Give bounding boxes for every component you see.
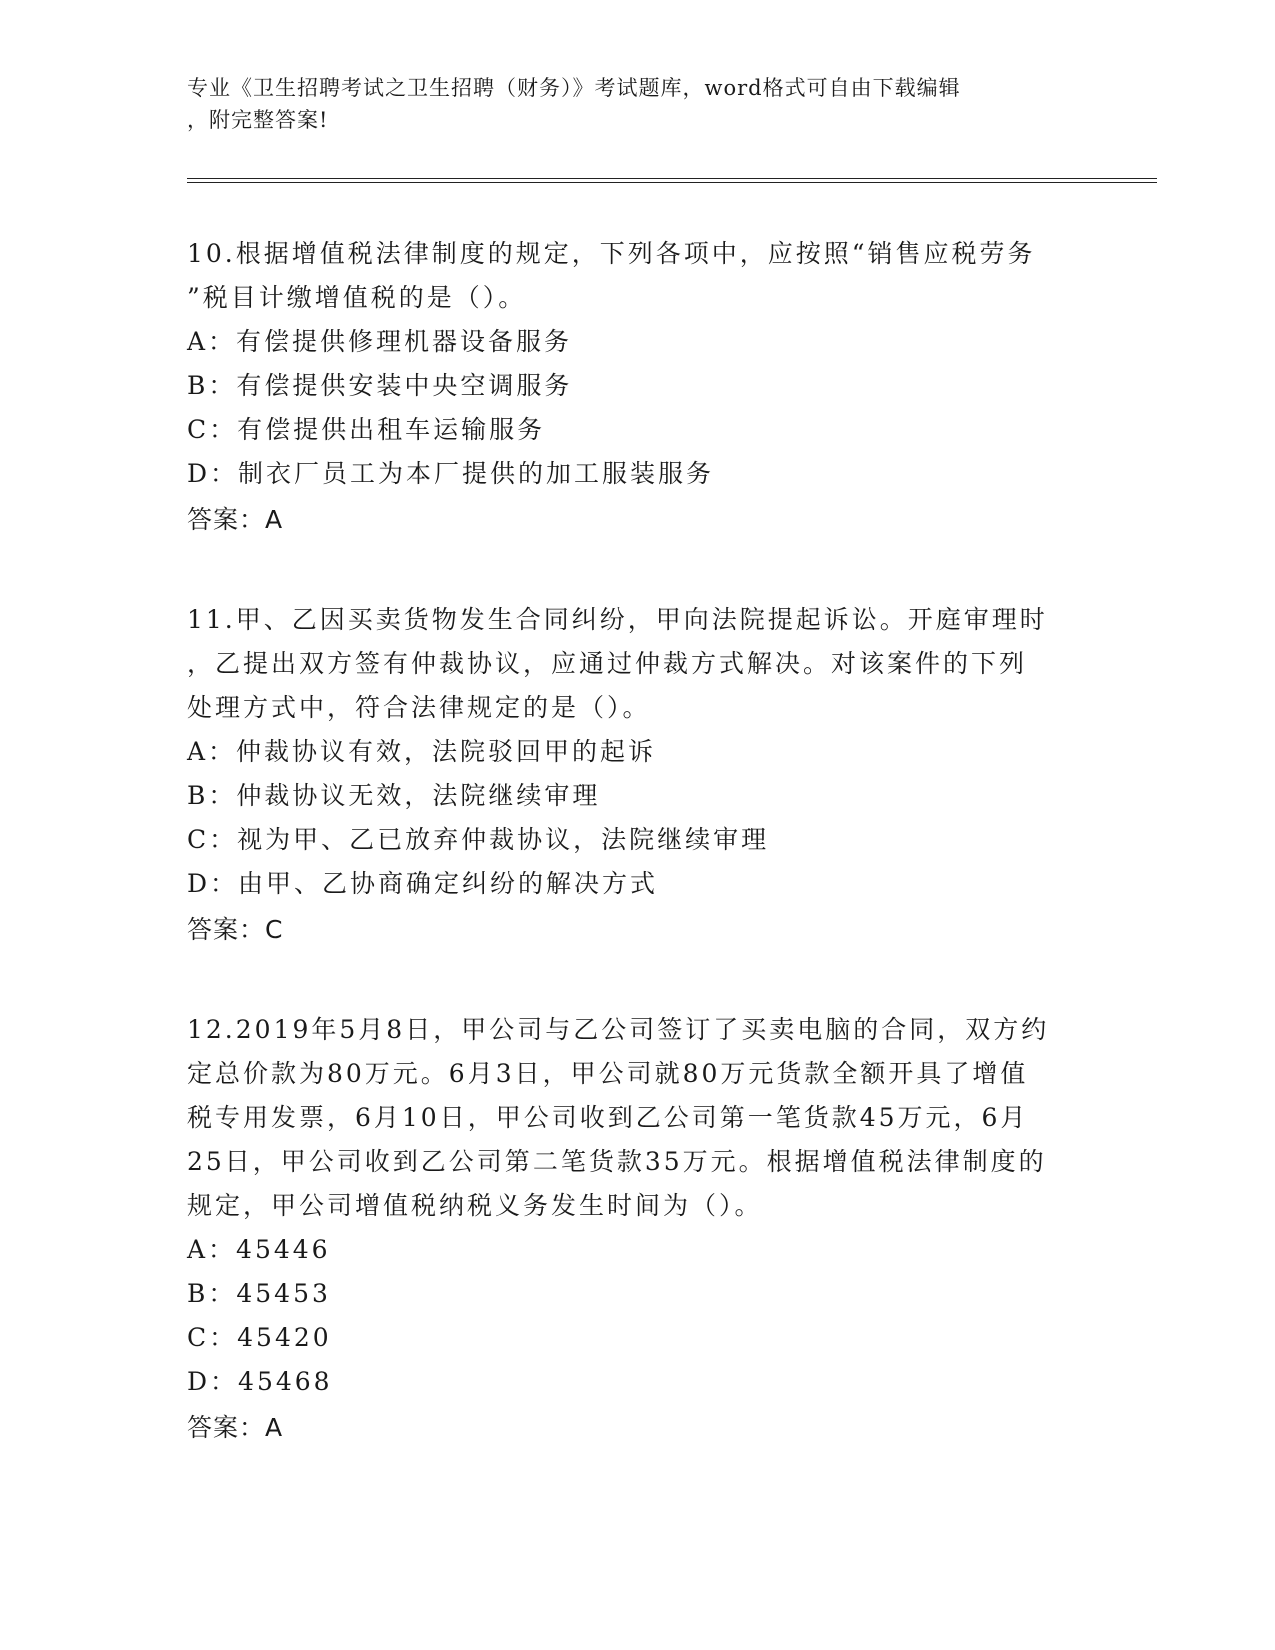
- answer: 答案：A: [187, 505, 284, 534]
- question-stem-line: 11.甲、乙因买卖货物发生合同纠纷，甲向法院提起诉讼。开庭审理时: [187, 605, 1048, 634]
- answer: 答案：C: [187, 915, 284, 944]
- option-c: C：视为甲、乙已放弃仲裁协议，法院继续审理: [187, 825, 770, 854]
- option-c: C：有偿提供出租车运输服务: [187, 415, 546, 444]
- document-header: [187, 72, 1087, 136]
- question-stem-line: 税专用发票，6月10日，甲公司收到乙公司第一笔货款45万元，6月: [187, 1103, 1029, 1132]
- option-b: B：有偿提供安装中央空调服务: [187, 371, 573, 400]
- question-stem-line: 12.2019年5月8日，甲公司与乙公司签订了买卖电脑的合同，双方约: [187, 1015, 1050, 1044]
- option-a: A：仲裁协议有效，法院驳回甲的起诉: [187, 737, 657, 766]
- option-b: B：仲裁协议无效，法院继续审理: [187, 781, 601, 810]
- option-d: D：45468: [187, 1367, 333, 1396]
- header-title-line-2: ，附完整答案!: [187, 108, 329, 132]
- question-12: [187, 1008, 1087, 1452]
- option-a: A：45446: [187, 1235, 331, 1264]
- answer: 答案：A: [187, 1413, 284, 1442]
- question-stem-line: ，乙提出双方签有仲裁协议，应通过仲裁方式解决。对该案件的下列: [187, 649, 1028, 678]
- header-title-line-1: 专业《卫生招聘考试之卫生招聘（财务）》考试题库，word格式可自由下载编辑: [187, 76, 961, 100]
- question-stem-line: 规定，甲公司增值税纳税义务发生时间为（）。: [187, 1191, 763, 1220]
- option-b: B：45453: [187, 1279, 331, 1308]
- question-11: [187, 598, 1087, 954]
- option-d: D：由甲、乙协商确定纠纷的解决方式: [187, 869, 659, 898]
- question-stem-line: ”税目计缴增值税的是（）。: [187, 283, 527, 312]
- question-stem-line: 25日，甲公司收到乙公司第二笔货款35万元。根据增值税法律制度的: [187, 1147, 1047, 1176]
- option-c: C：45420: [187, 1323, 332, 1352]
- question-stem-line: 定总价款为80万元。6月3日，甲公司就80万元货款全额开具了增值: [187, 1059, 1029, 1088]
- question-10: [187, 232, 1087, 544]
- option-a: A：有偿提供修理机器设备服务: [187, 327, 573, 356]
- question-stem-line: 处理方式中，符合法律规定的是（）。: [187, 693, 651, 722]
- header-divider: [187, 178, 1157, 183]
- option-d: D：制衣厂员工为本厂提供的加工服装服务: [187, 459, 715, 488]
- question-stem-line: 10.根据增值税法律制度的规定，下列各项中，应按照“销售应税劳务: [187, 239, 1036, 268]
